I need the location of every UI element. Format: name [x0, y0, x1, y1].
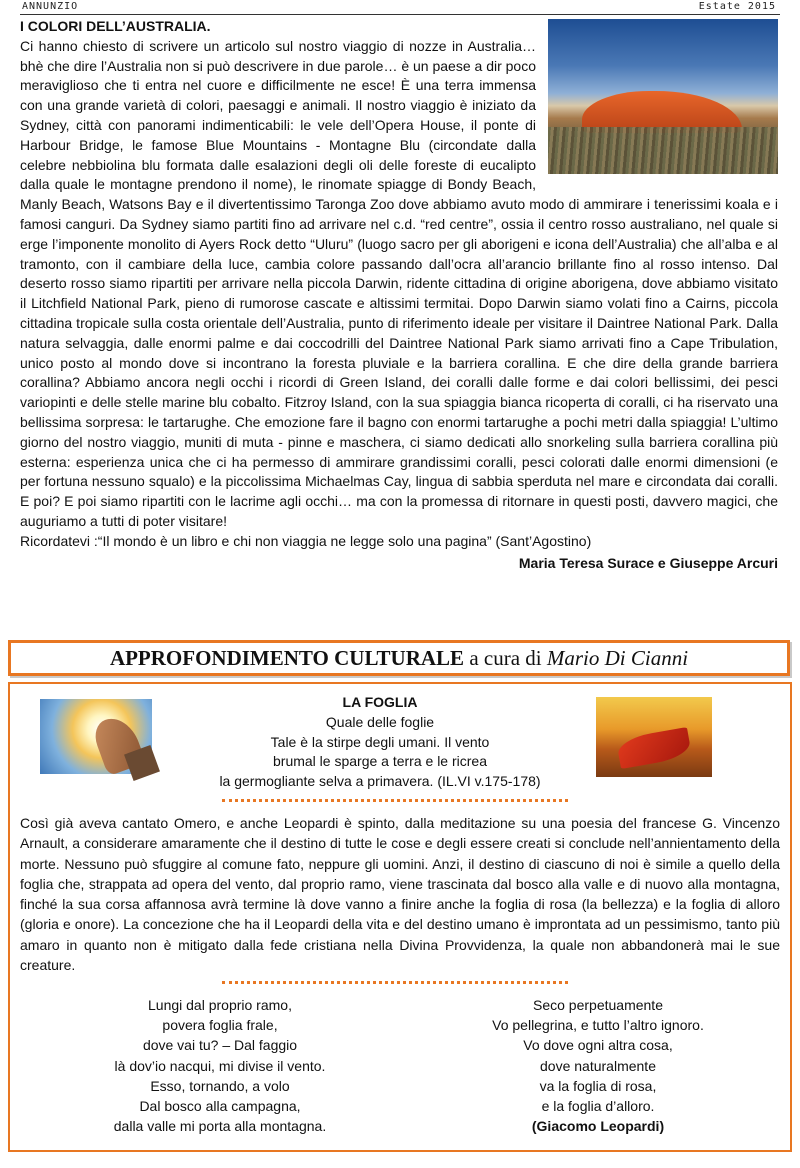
article-body: Ci hanno chiesto di scrivere un articolo sul nostro viaggio di nozze in Australia… bhè che dire l’Australia non si può descrivere in due parole… è un paese a dir poco meraviglioso che ti entra nel cuore e difficilmente ne esce! È una terra immensa con una grande varietà di colori, paesaggi e animali. Il nostro viaggio è iniziato da Sydney, città con panorami indimenticabili: le vele dell’Opera House, il ponte di Harbour Bridge, le famose Blue Mountains - Montagne Blu (circondate dalla celebre nebbiolina blu formata dalle esalazioni degli oli delle foreste di eucalipto dalla quale le montagne prendono il nome), le rinomate spiagge di Bondy Beach, Manly Beach, Watsons Bay e il divertentissimo Taronga Zoo dove abbiamo avuto modo di ammirare i tenerissimi koala e i famosi canguri. Da Sydney siamo partiti fino ad arrivare nel c.d. “red centre”, ossia il centro rosso australiano, nel quale si erge l’imponente monolito di Ayers Rock detto “Uluru” (luogo sacro per gli aborigeni e icona dell’Australia) che all’alba e al tramonto, con il cambiare della luce, cambia colore passando dall’ocra all’arancio brillante fino al rosso intenso. Dal deserto rosso siamo ripartiti per arrivare nella piccola Darwin, ridente cittadina di origine aborigena, dove abbiamo visitato il Litchfield National Park, pieno di rumorose cascate e altissimi termitai. Dopo Darwin siamo volati fino a Cairns, piccola cittadina tropicale sulla costa orientale dell’Australia, punto di riferimento ideale per visitare il Daintree National Park. Dalla natura selvaggia, dalle enormi palme e dai coccodrilli del Daintree National Park siamo arrivati fino a Cape Tribulation, unico posto al mondo dove si incontrano la foresta pluviale e la barriera corallina. E che dire della grande barriera corallina? Abbiamo ancora negli occhi i ricordi di Green Island, dei coralli dalle forme e dai colori bellissimi, dei pesci variopinti e delle stelle marine blu cobalto. Fitzroy Island, con la sua spiaggia bianca ricoperta di coralli, ci ha riservato una bellissima sorpresa: le tartarughe. Che emozione fare il bagno con enormi tartarughe a pochi metri dalla spiaggia! L’ultimo giorno del nostro viaggio, muniti di muta - pinne e maschera, ci siamo dedicati allo snorkeling sulla barriera corallina più esterna: esperienza unica che ci ha permesso di ammirare grandissimi coralli, pesci colorati dalle enormi dimensioni (e per fortuna nessuno squalo) e la piccolissima Michaelmas Cay, lingua di sabbia sperduta nel mare e circondata dai coralli. E poi? E poi siamo ripartiti con le lacrime agli occhi… ma con la promessa di ritornare in questi posti, davvero magici, che auguriamo a tutti di poter visitare! [20, 37, 778, 529]
poem-title: LA FOGLIA [342, 694, 418, 710]
article-quote: Ricordatevi :“Il mondo è un libro e chi non viaggia ne legge solo una pagina” (Sant’Agostino) [20, 532, 592, 549]
poem-line: Seco perpetuamente [533, 997, 663, 1013]
banner-mid: a cura di [464, 646, 547, 670]
banner-title: APPROFONDIMENTO CULTURALE [109, 646, 465, 670]
dotted-divider [222, 981, 568, 984]
poem-line: Tale è la stirpe degli umani. Il vento [270, 733, 490, 750]
article [20, 17, 778, 573]
poem-author: (Giacomo Leopardi) [531, 1118, 665, 1135]
praying-hands-photo [40, 699, 152, 774]
header-left: ANNUNZIO [22, 1, 79, 12]
poem-line: brumal le sparge a terra e le ricrea [273, 753, 487, 770]
poem-la-foglia [180, 693, 580, 792]
poem-line: Lungi dal proprio ramo, [148, 997, 292, 1013]
article-title: I COLORI DELL’AUSTRALIA. [20, 18, 211, 34]
poem-line: Vo dove ogni altra cosa, [523, 1037, 673, 1054]
poem-line: dove vai tu? – Dal faggio [142, 1037, 298, 1054]
header-rule [20, 14, 780, 15]
poem-line: Dal bosco alla campagna, [139, 1098, 301, 1115]
poem-line: la germogliante selva a primavera. (IL.VI v.175-178) [219, 773, 541, 790]
leaf-shape [616, 727, 692, 769]
banner-author: Mario Di Cianni [546, 646, 689, 670]
uluru-bush [548, 127, 778, 174]
poem-line: dalla valle mi porta alla montagna. [113, 1118, 327, 1135]
dotted-divider [222, 799, 568, 802]
poem-line: là dov’io nacqui, mi divise il vento. [114, 1057, 326, 1074]
essay-text: Così già aveva cantato Omero, e anche Leopardi è spinto, dalla meditazione su una poesia del francese G. Vincenzo Arnault, a considerare amaramente che il destino di tutte le cose e degli essere creati si conclude nell’annientamento della morte. Nessuno può sfuggire al comune fato, neppure gli uomini. Anzi, il destino di ciascuno di noi è simile a quello della foglia che, strappata ad opera del vento, dal proprio ramo, viene trascinata dal bosco alla valle e di nuovo alla montagna, finché la sua corsa affannosa avrà termine là dove vanno a finire anche la foglia di rosa (la bellezza) e la foglia di alloro (gloria e onore). La concezione che ha il Leopardi della vita e del destino umano è improntata ad un pessimismo, tanto più amaro in quanto non è mitigato dalla fede cristiana nella Divina Provvidenza, la quale non abbandonerà mai le sue creature. [20, 815, 780, 974]
autumn-leaf-photo [596, 697, 712, 777]
poem-line: dove naturalmente [540, 1057, 656, 1074]
poem-line: Esso, tornando, a volo [150, 1077, 290, 1094]
uluru-photo [548, 19, 778, 174]
header-right: Estate 2015 [698, 1, 776, 12]
leopardi-poem-left [60, 995, 380, 1136]
poem-line: Quale delle foglie [325, 713, 435, 730]
poem-line: Vo pellegrina, e tutto l’altro ignoro. [492, 1017, 704, 1034]
section-banner [8, 640, 790, 676]
poem-line: e la foglia d’alloro. [541, 1098, 655, 1115]
poem-line: povera foglia frale, [162, 1017, 278, 1034]
poem-line: va la foglia di rosa, [539, 1077, 657, 1094]
leopardi-poem-right [438, 995, 758, 1136]
article-signature: Maria Teresa Surace e Giuseppe Arcuri [518, 554, 778, 571]
